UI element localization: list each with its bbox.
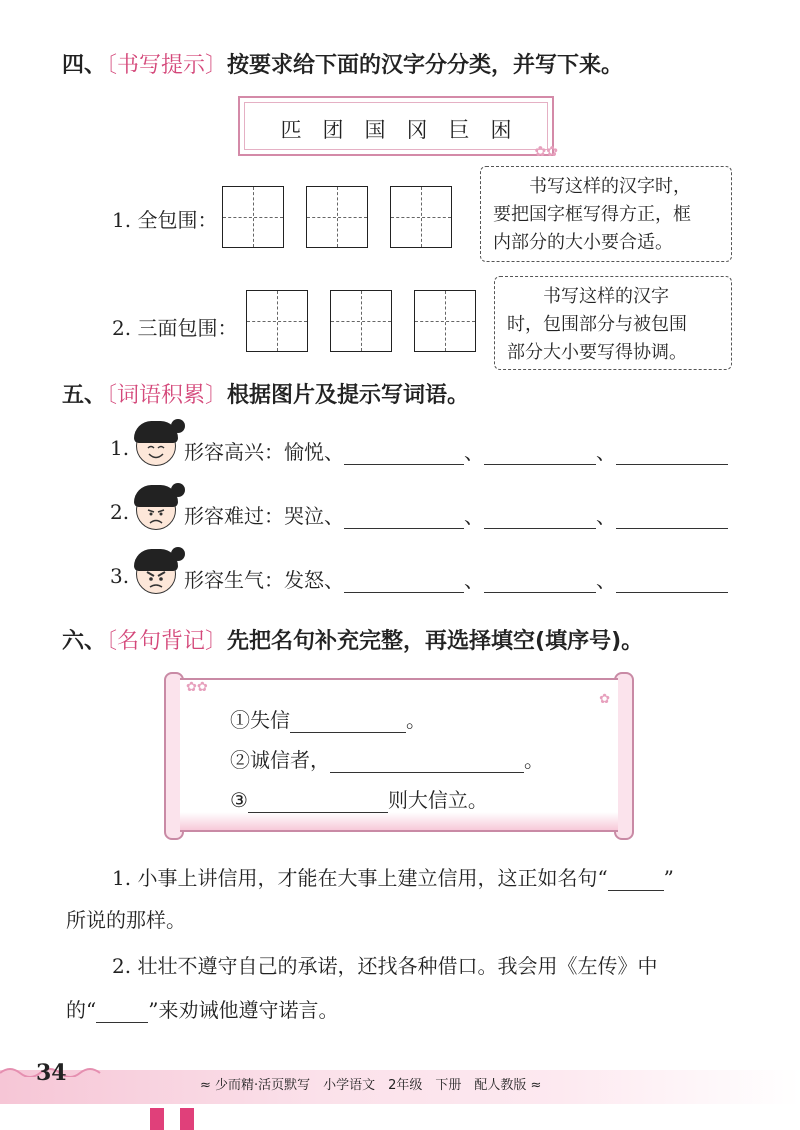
quote-2: ②诚信者， 。 [230,748,544,772]
flower-decoration-icon: ✿✿ [534,144,558,160]
section4-instruction: 按要求给下面的汉字分分类，并写下来。 [227,53,624,78]
tip-box-2: 书写这样的汉字 时，包围部分与被包围 部分大小要写得协调。 [494,276,732,370]
word-row-3: 形容生气：发怒、 、 、 [184,564,728,593]
question-1-cont: 所说的那样。 [66,908,186,932]
character-frame [238,96,558,160]
char-box[interactable] [306,186,368,248]
quote-1: ①失信 。 [230,708,426,732]
section5-heading: 五、〔词语积累〕根据图片及提示写词语。 [62,383,470,408]
answer-line[interactable] [344,506,464,529]
item1-label: 1. 全包围： [112,208,218,232]
section6-heading: 六、〔名句背记〕先把名句补充完整，再选择填空(填序号)。 [62,629,644,654]
answer-line[interactable] [616,570,728,593]
word-row-1: 形容高兴：愉悦、 、 、 [184,436,728,465]
answer-line[interactable] [484,442,596,465]
footer-mark [150,1108,164,1130]
char-box[interactable] [330,290,392,352]
answer-line[interactable] [484,570,596,593]
question-2: 2. 壮壮不遵守自己的承诺，还找各种借口。我会用《左传》中 [112,954,658,978]
angry-face-icon [136,554,176,594]
answer-line[interactable] [344,442,464,465]
answer-line[interactable] [330,750,524,773]
answer-line[interactable] [608,868,664,891]
answer-line[interactable] [96,1000,148,1023]
page-number: 34 [36,1060,67,1086]
flower-decoration-icon: ✿ [599,692,610,707]
answer-line[interactable] [344,570,464,593]
answer-line[interactable] [616,442,728,465]
item2-label: 2. 三面包围： [112,316,238,340]
answer-line[interactable] [248,790,388,813]
sad-face-icon [136,490,176,530]
happy-face-icon [136,426,176,466]
book-info: ≈ 少而精·活页默写 小学语文 2年级 下册 配人教版 ≈ [200,1078,542,1093]
character-list: 匹 团 国 冈 巨 困 [280,118,512,142]
quote-3: ③ 则大信立。 [230,788,488,812]
char-box[interactable] [414,290,476,352]
answer-line[interactable] [484,506,596,529]
char-box[interactable] [246,290,308,352]
section4-tag: 〔书写提示〕 [106,53,228,78]
footer-mark [180,1108,194,1130]
word-row-2: 形容难过：哭泣、 、 、 [184,500,728,529]
section4-number: 四、 [62,53,107,78]
answer-line[interactable] [616,506,728,529]
tip-box-1: 书写这样的汉字时， 要把国字框写得方正，框 内部分的大小要合适。 [480,166,732,262]
char-box[interactable] [390,186,452,248]
flower-decoration-icon: ✿✿ [186,680,208,695]
char-box[interactable] [222,186,284,248]
section4-heading [62,48,623,79]
answer-line[interactable] [290,710,406,733]
question-2-cont: 的“ ”来劝诫他遵守诺言。 [66,998,339,1022]
question-1: 1. 小事上讲信用，才能在大事上建立信用，这正如名句“ ” [112,866,674,890]
